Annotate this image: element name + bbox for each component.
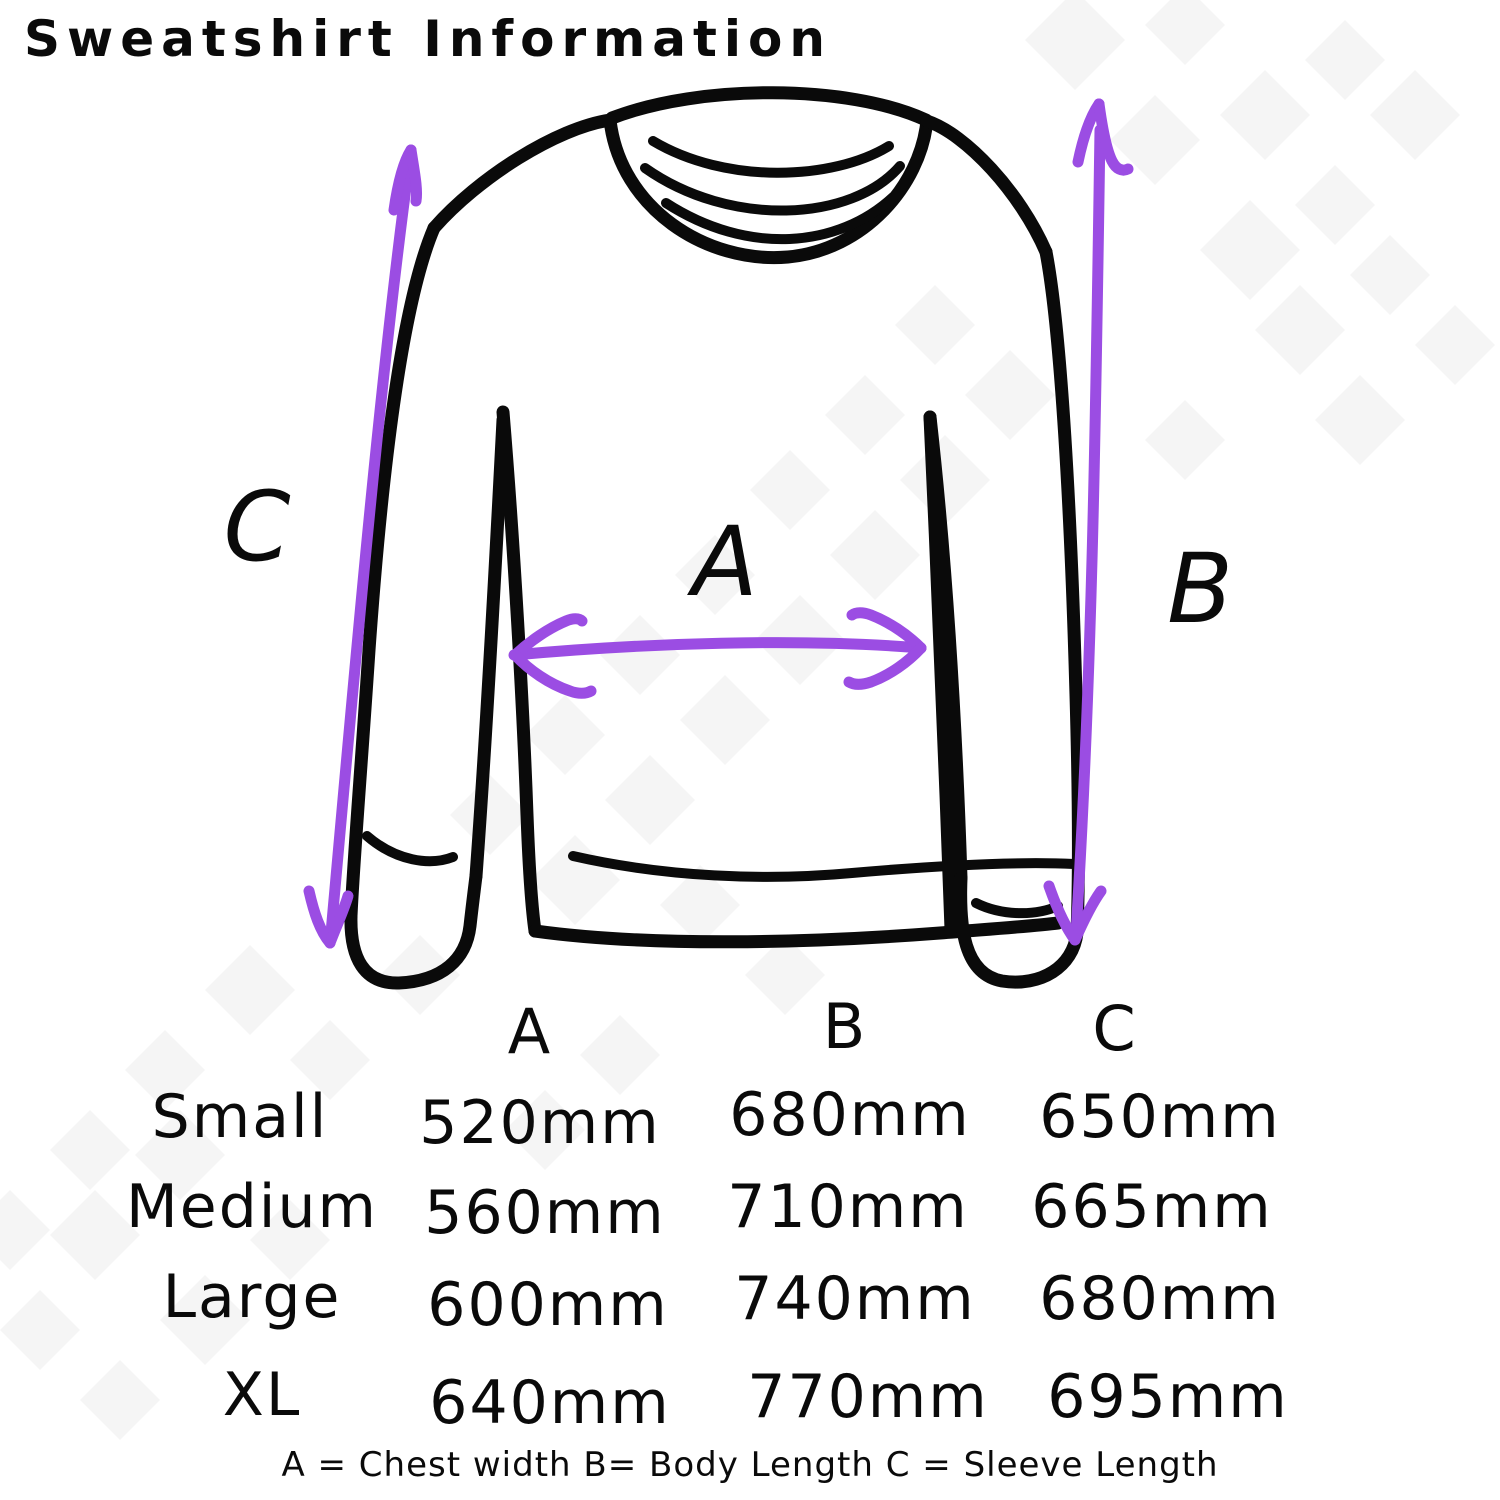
row-large-label: Large	[162, 1262, 342, 1332]
row-xl-label: XL	[222, 1360, 302, 1430]
page-title: Sweatshirt Information	[24, 10, 833, 68]
row-large-chest: 600mm	[427, 1270, 669, 1340]
row-large-body: 740mm	[734, 1264, 976, 1334]
body-length-label: B	[1167, 533, 1233, 645]
row-medium-sleeve: 665mm	[1031, 1172, 1273, 1242]
row-medium-body: 710mm	[727, 1172, 969, 1242]
column-header-c: C	[1092, 992, 1138, 1065]
row-small-label: Small	[151, 1082, 329, 1152]
row-large-sleeve: 680mm	[1039, 1264, 1281, 1334]
row-small-chest: 520mm	[419, 1088, 661, 1158]
row-xl-chest: 640mm	[429, 1368, 671, 1438]
sleeve-length-label: C	[223, 471, 291, 583]
column-header-a: A	[507, 995, 553, 1068]
measurement-legend: A = Chest width B= Body Length C = Sleeve Length	[281, 1445, 1219, 1485]
column-header-b: B	[822, 990, 868, 1063]
row-small-body: 680mm	[729, 1080, 971, 1150]
row-xl-body: 770mm	[747, 1362, 989, 1432]
body-length-arrow	[1049, 104, 1128, 940]
row-medium-chest: 560mm	[424, 1178, 666, 1248]
row-medium-label: Medium	[126, 1172, 378, 1242]
row-small-sleeve: 650mm	[1039, 1082, 1281, 1152]
chest-width-arrow	[514, 613, 921, 694]
chest-width-label: A	[692, 506, 758, 618]
row-xl-sleeve: 695mm	[1047, 1362, 1289, 1432]
